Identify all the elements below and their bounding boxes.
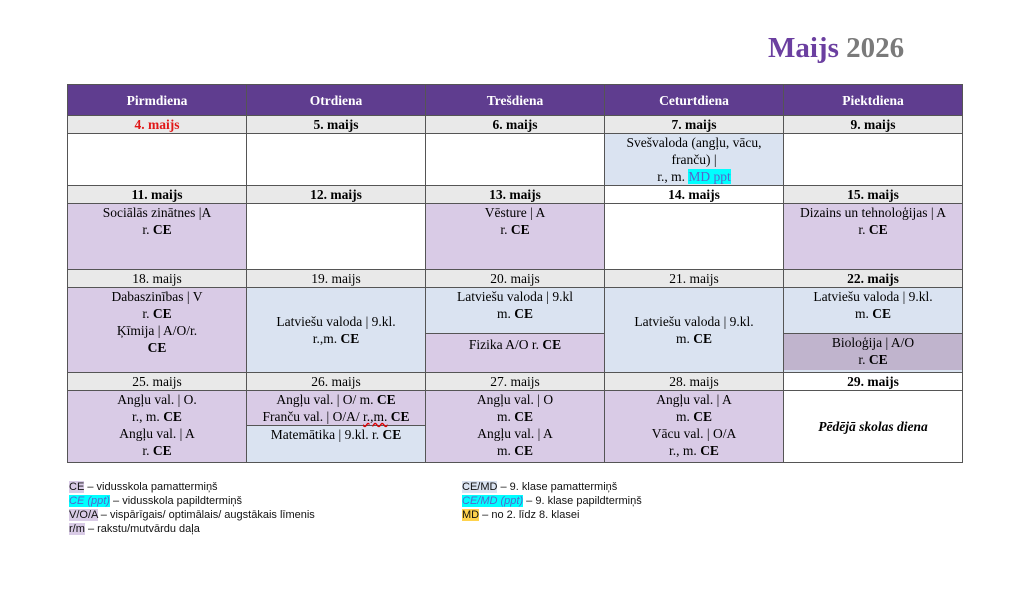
date-cell: 15. maijs xyxy=(784,186,963,204)
date-row xyxy=(68,270,963,288)
empty-cell xyxy=(784,134,963,186)
legend-right xyxy=(462,480,642,522)
exam-cell: Angļu val. | O m. CE Angļu val. | A m. CE xyxy=(426,391,605,463)
weekday-header-row xyxy=(68,85,963,116)
exam-cell: Sociālās zinātnes |A r. CE xyxy=(68,204,247,270)
exam-cell: Angļu val. | O. r., m. CE Angļu val. | A r. CE xyxy=(68,391,247,463)
header-thursday: Ceturtdiena xyxy=(605,85,784,116)
header-tuesday: Otrdiena xyxy=(247,85,426,116)
date-cell: 26. maijs xyxy=(247,373,426,391)
exam-cell: Latviešu valoda | 9.kl m. CE Fizika A/O r. CE xyxy=(426,288,605,373)
exam-cell: Dizains un tehnoloģijas | A r. CE xyxy=(784,204,963,270)
exam-cell: Latviešu valoda | 9.kl. m. CE Bioloģija | A/O r. CE xyxy=(784,288,963,373)
date-cell: 9. maijs xyxy=(784,116,963,134)
exam-cell: Angļu val. | O/ m. CE Franču val. | O/A/ r.,m. CE Matemātika | 9.kl. r. CE xyxy=(247,391,426,463)
exam-cell xyxy=(605,134,784,186)
date-cell: 14. maijs xyxy=(605,186,784,204)
header-wednesday: Trešdiena xyxy=(426,85,605,116)
date-cell: 6. maijs xyxy=(426,116,605,134)
date-cell: 20. maijs xyxy=(426,270,605,288)
date-cell: 7. maijs xyxy=(605,116,784,134)
exam-cell: Latviešu valoda | 9.kl. m. CE xyxy=(605,288,784,373)
date-cell: 22. maijs xyxy=(784,270,963,288)
empty-cell xyxy=(426,134,605,186)
date-row xyxy=(68,186,963,204)
date-cell: 4. maijs xyxy=(68,116,247,134)
last-school-day: Pēdējā skolas diena xyxy=(784,391,963,463)
exam-subject: Svešvaloda (angļu, vācu, xyxy=(626,135,762,150)
empty-cell xyxy=(68,134,247,186)
title-month: Maijs xyxy=(768,32,839,64)
legend-item: V/O/A – vispārīgais/ optimālais/ augstākais līmenis xyxy=(69,509,315,521)
date-cell: 27. maijs xyxy=(426,373,605,391)
exam-tag: MD ppt xyxy=(688,169,731,184)
exam-row xyxy=(68,391,963,463)
date-row xyxy=(68,373,963,391)
header-friday: Piektdiena xyxy=(784,85,963,116)
legend-item: r/m – rakstu/mutvārdu daļa xyxy=(69,523,200,535)
exam-subject: franču) | xyxy=(671,152,717,167)
date-cell: 11. maijs xyxy=(68,186,247,204)
title-year: 2026 xyxy=(846,32,905,64)
exam-row xyxy=(68,288,963,373)
exam-cell: Latviešu valoda | 9.kl. r.,m. CE xyxy=(247,288,426,373)
exam-cell: Vēsture | A r. CE xyxy=(426,204,605,270)
exam-cell: Angļu val. | A m. CE Vācu val. | O/A r., m. CE xyxy=(605,391,784,463)
date-cell: 13. maijs xyxy=(426,186,605,204)
legend-item: CE/MD (ppt) – 9. klase papildtermiņš xyxy=(462,495,642,507)
date-cell: 5. maijs xyxy=(247,116,426,134)
exam-row xyxy=(68,204,963,270)
header-monday: Pirmdiena xyxy=(68,85,247,116)
empty-cell xyxy=(247,204,426,270)
legend-item: MD – no 2. līdz 8. klasei xyxy=(462,509,580,521)
legend-left xyxy=(69,480,315,536)
date-cell: 21. maijs xyxy=(605,270,784,288)
date-cell: 28. maijs xyxy=(605,373,784,391)
legend-item: CE – vidusskola pamattermiņš xyxy=(69,481,218,493)
date-cell: 29. maijs xyxy=(784,373,963,391)
exam-detail: r., m. MD ppt xyxy=(657,169,731,184)
date-cell: 25. maijs xyxy=(68,373,247,391)
exam-cell: Dabaszinības | V r. CE Ķīmija | A/O/r. CE xyxy=(68,288,247,373)
empty-cell xyxy=(247,134,426,186)
date-cell: 12. maijs xyxy=(247,186,426,204)
empty-cell xyxy=(605,204,784,270)
page-title xyxy=(768,32,904,65)
date-cell: 18. maijs xyxy=(68,270,247,288)
date-row xyxy=(68,116,963,134)
exam-calendar xyxy=(67,84,963,463)
exam-row xyxy=(68,134,963,186)
legend-item: CE (ppt) – vidusskola papildtermiņš xyxy=(69,495,243,507)
date-cell: 19. maijs xyxy=(247,270,426,288)
legend-item: CE/MD – 9. klase pamattermiņš xyxy=(462,481,618,493)
